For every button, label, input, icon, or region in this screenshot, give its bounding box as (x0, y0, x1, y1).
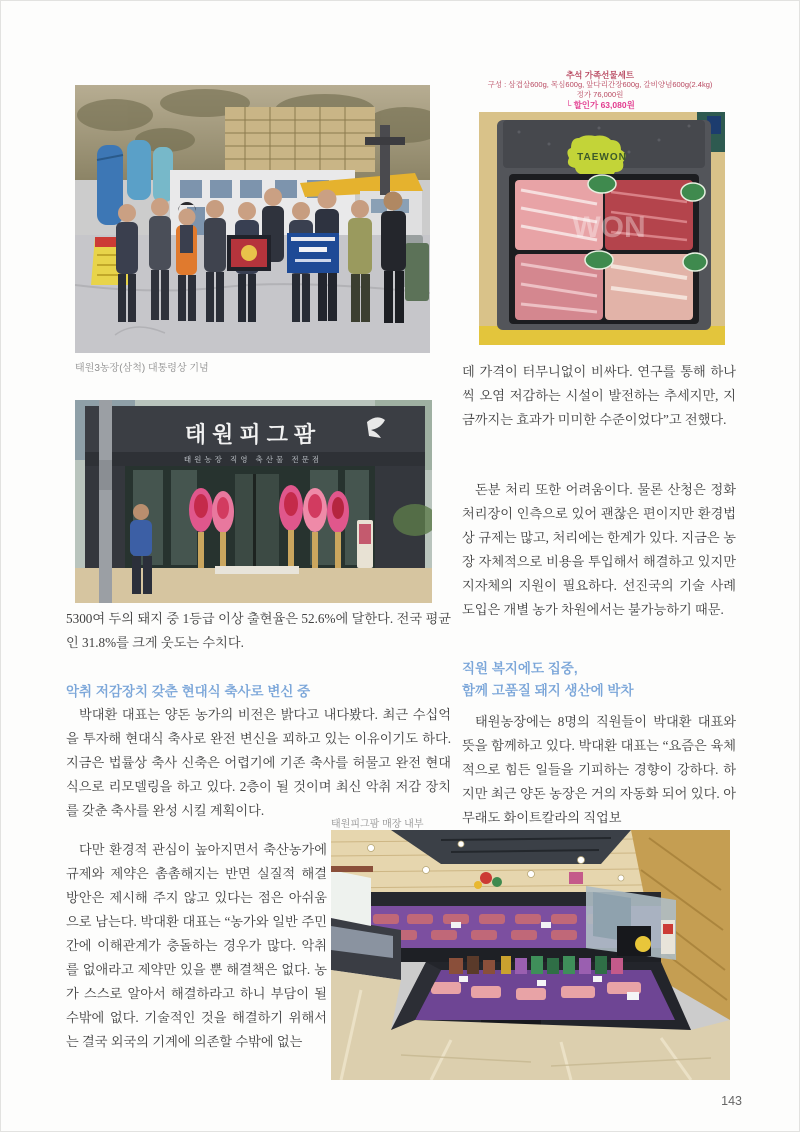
farm-group-photo (75, 85, 430, 353)
right-heading-line1: 직원 복지에도 집중, (462, 661, 578, 676)
meat-box-photo (479, 112, 725, 345)
photo-watermark-text: WON (572, 211, 646, 244)
left-para-3: 다만 환경적 관심이 높아지면서 축산농가에 규제와 제약은 촘촘해지는 반면 실질적 해결 방안은 제시해 주지 않고 있다는 점은 아쉬움으로 남는다. 박대환 대표는 “농가와 일반 주민간에 이해관계가 충돌하는 경우가 많다. 악취를 없애라고 제약만 있을 뿐 해결책은 없다. 농가 스스로 알아서 해결하라고 하니 부담이 될 수밖에 없다. 기술적인 것을 해결하기 위해서는 결국 외국의 기계에 의존할 수밖에 없는 (66, 842, 327, 1049)
farm-group-illustration (75, 85, 430, 353)
meat-box-illustration (479, 112, 725, 345)
right-heading-line2: 함께 고품질 돼지 생산에 박차 (462, 683, 634, 698)
meat-box-brand-text: TAEWON (577, 152, 627, 163)
interior-photo (331, 830, 730, 1080)
page-number: 143 (721, 1094, 742, 1108)
left-heading-odor: 악취 저감장치 갖춘 현대식 축사로 변신 중 (66, 684, 311, 699)
left-para-2: 박대환 대표는 양돈 농가의 비전은 밝다고 내다봤다. 최근 수십억을 투자해 현대식 축사로 완전 변신을 꾀하고 있는 이유이기도 하다. 지금은 법률상 축사 신축은 어렵기에 기존 축사를 허물고 완전 현대식으로 리모델링을 하고 있다. 2층이 될 것이며 최신 악취 저감 장치를 갖춘 축사를 완성 시킬 계획이다. (66, 707, 451, 818)
interior-photo-caption: 태원피그팜 매장 내부 (331, 819, 424, 830)
promo-list-price: 정가 76,000원 (576, 90, 624, 99)
red-award-plaque (227, 235, 271, 271)
storefront-sign-text: 태원피그팜 (184, 422, 322, 447)
right-heading-welfare (462, 658, 736, 702)
storefront-illustration (75, 400, 432, 603)
promo-title: 추석 가족선물세트 (565, 70, 635, 80)
promo-sale-price: └ 할인가 63,080원 (565, 100, 635, 110)
promo-text-block (470, 70, 730, 110)
blue-sign-plaque (287, 233, 339, 273)
right-para-1: 데 가격이 터무니없이 비싸다. 연구를 통해 하나씩 오염 저감하는 시설이 발전하는 추세지만, 지금까지는 효과가 미미한 수준이었다”고 전했다. (462, 364, 736, 427)
right-para-3: 태원농장에는 8명의 직원들이 박대환 대표와 뜻을 함께하고 있다. 박대환 대표는 “요즘은 육체적으로 힘든 일들을 기피하는 경향이 강하다. 하지만 최근 양돈 농장은 거의 자동화 되어 있다. 아무래도 화이트칼라의 직업보 (462, 714, 736, 825)
farm-photo-caption: 태원3농장(삼척) 대통령상 기념 (75, 363, 209, 374)
storefront-subsign-text: 태원농장 직영 축산물 전문점 (183, 455, 323, 464)
interior-illustration (331, 830, 730, 1080)
right-para-2: 돈분 처리 또한 어려움이다. 물론 산청은 정화처리장이 인측으로 있어 괜찮은 편이지만 환경법상 규제는 많고, 처리에는 한계가 있다. 지금은 농장 자체적으로 비용을 투입해서 해결하고 있지만 지자체의 지원이 필요하다. 선진국의 기술 사례 도입은 개별 농가 차원에서는 불가능하기 때문. (462, 482, 736, 617)
promo-composition: 구성 : 삼겹살600g, 목심600g, 앞다리간장600g, 갈비양념600g(2.4kg) (487, 80, 713, 89)
left-para-1: 5300여 두의 돼지 중 1등급 이상 출현율은 52.6%에 달한다. 전국 평균인 31.8%를 크게 웃도는 수치다. (66, 611, 451, 650)
storefront-photo (75, 400, 432, 603)
